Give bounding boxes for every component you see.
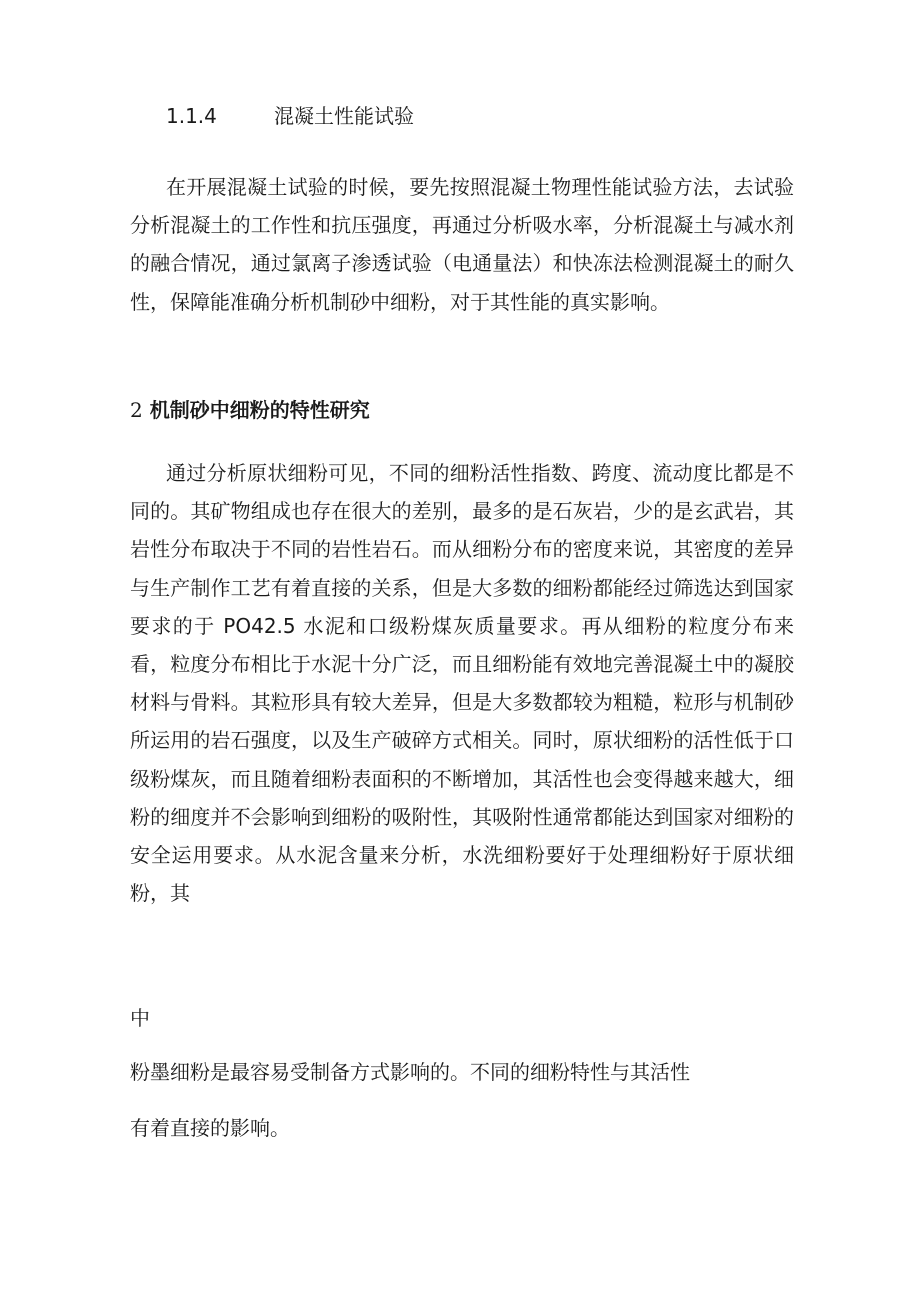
continuation-line-3: 有着直接的影响。: [130, 1116, 290, 1140]
subsection-title: 混凝土性能试验: [274, 104, 414, 128]
continuation-line-1: 中: [130, 1006, 150, 1030]
paragraph-fine-powder-properties: 通过分析原状细粉可见，不同的细粉活性指数、跨度、流动度比都是不同的。其矿物组成也存在很大的差别，最多的是石灰岩，少的是玄武岩，其岩性分布取决于不同的岩性岩石。而从细粉分布的密度来说，其密度的差异与生产制作工艺有着直接的关系，但是大多数的细粉都能经过筛选达到国家要求的于 PO42.5 水泥和口级粉煤灰质量要求。再从细粉的粒度分布来看，粒度分布相比于水泥十分广泛，而且细粉能有效地完善混凝土中的凝胶材料与骨料。其粒形具有较大差异，但是大多数都较为粗糙，粒形与机制砂所运用的岩石强度，以及生产破碎方式相关。同时，原状细粉的活性低于口级粉煤灰，而且随着细粉表面积的不断增加，其活性也会变得越来越大，细粉的细度并不会影响到细粉的吸附性，其吸附性通常都能达到国家对细粉的安全运用要求。从水泥含量来分析，水洗细粉要好于处理细粉好于原状细粉，其: [130, 461, 794, 906]
subsection-number: 1.1.4: [166, 104, 217, 128]
section-heading: [130, 392, 370, 428]
subsection-heading: [166, 100, 414, 132]
continuation-line-2: 粉墨细粉是最容易受制备方式影响的。不同的细粉特性与其活性: [130, 1060, 690, 1084]
section-title: 机制砂中细粉的特性研究: [149, 398, 370, 422]
paragraph-concrete-tests: 在开展混凝土试验的时候，要先按照混凝土物理性能试验方法，去试验分析混凝土的工作性和抗压强度，再通过分析吸水率，分析混凝土与减水剂的融合情况，通过氯离子渗透试验（电通量法）和快冻法检测混凝土的耐久性，保障能准确分析机制砂中细粉，对于其性能的真实影响。: [130, 175, 794, 314]
section-number: 2: [130, 398, 143, 422]
